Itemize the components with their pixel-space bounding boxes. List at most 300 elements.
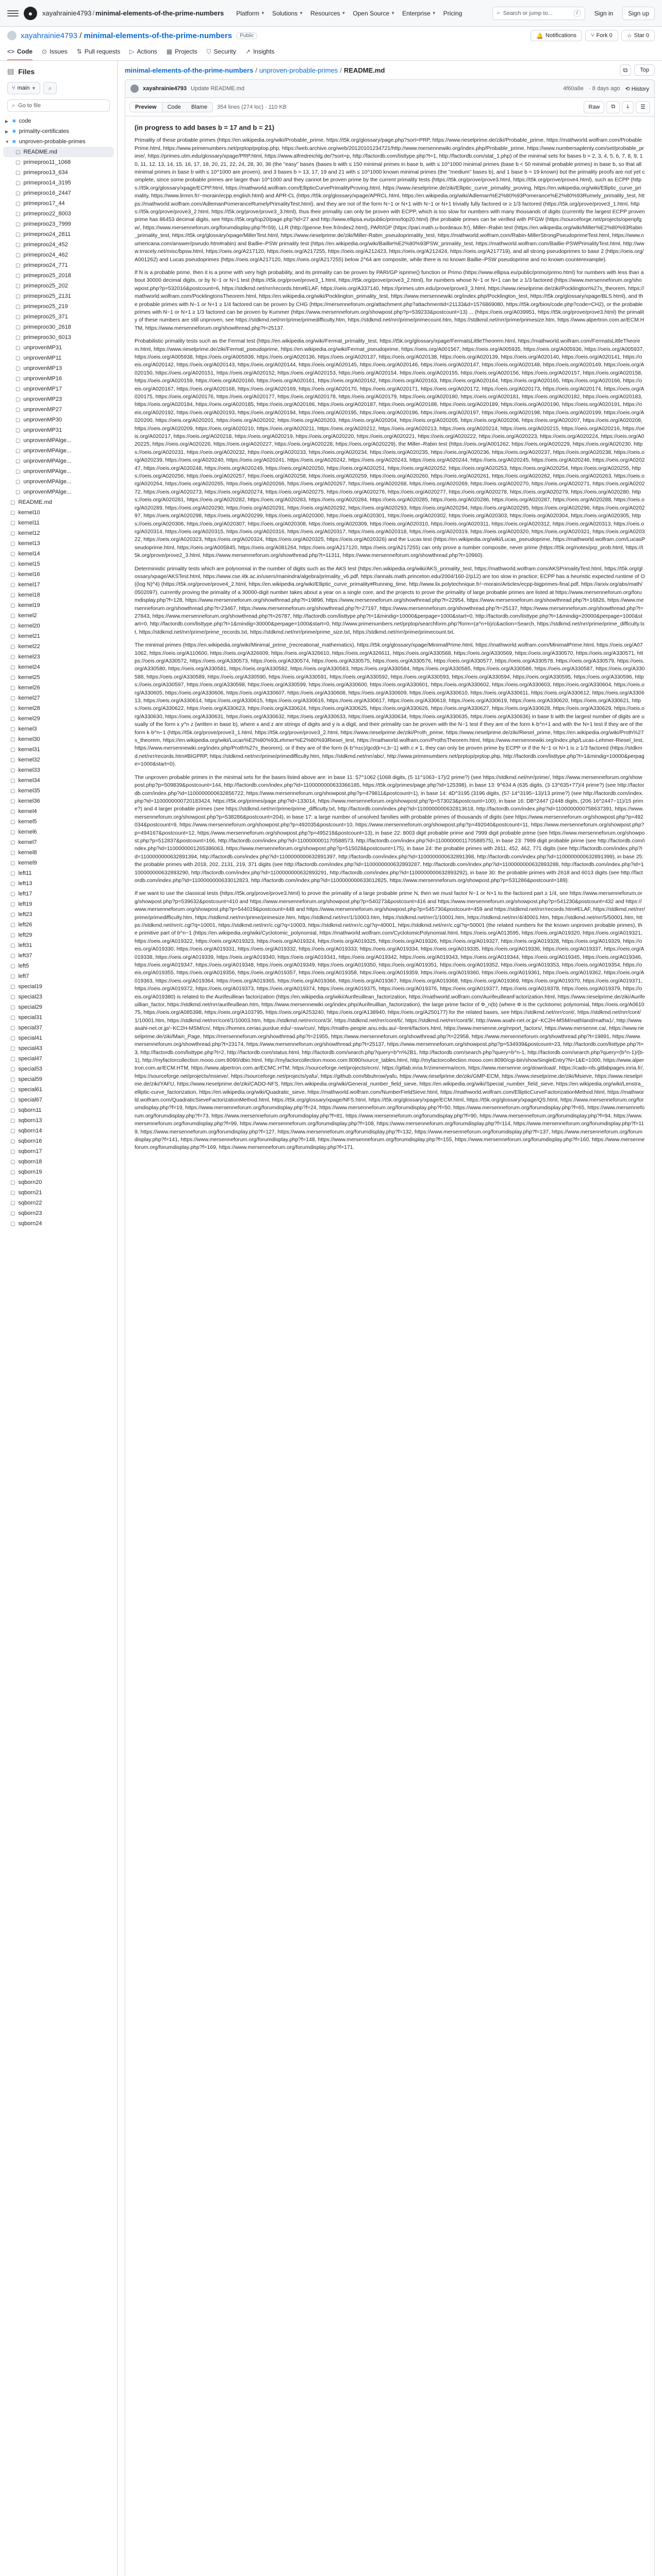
tree-file[interactable] [0, 549, 117, 559]
tree-file[interactable] [0, 775, 117, 786]
tree-file[interactable] [0, 435, 117, 446]
tree-item-label: README.md [23, 149, 57, 155]
tab-issues[interactable]: ⊙ Issues [42, 48, 68, 55]
tree-item-label: kernel32 [18, 757, 40, 763]
tree-file[interactable] [0, 940, 117, 951]
tree-item-label: kernel26 [18, 685, 40, 691]
tree-item-label: kernel8 [18, 850, 37, 856]
nav-pricing[interactable]: Pricing [443, 9, 462, 17]
tree-item-label: kernel36 [18, 798, 40, 804]
fork-button[interactable]: ⑂ Fork 0 [585, 30, 618, 41]
file-icon: ▢ [10, 1107, 15, 1113]
tree-file[interactable] [0, 1177, 117, 1188]
tree-item-label: kernel11 [18, 520, 40, 526]
tree-item-label: kernel4 [18, 808, 37, 815]
file-icon: ▢ [10, 942, 15, 948]
file-icon: ▢ [10, 633, 15, 639]
tree-item-label: primeproo16_2447 [23, 190, 71, 196]
issue-icon: ⊙ [42, 48, 47, 55]
file-icon: ▢ [10, 716, 15, 722]
file-icon: ▢ [10, 726, 15, 732]
fork-icon: ⑂ [590, 32, 594, 39]
tree-file[interactable] [0, 1012, 117, 1023]
tree-item-label: kernel9 [18, 860, 37, 866]
tree-file[interactable] [0, 1198, 117, 1208]
file-icon: ▢ [10, 705, 15, 711]
tree-file[interactable] [0, 528, 117, 538]
chevron-down-icon: ▼ [341, 11, 346, 15]
chevron-down-icon: ▼ [299, 11, 304, 15]
file-icon: ▢ [10, 1014, 15, 1021]
chevron-down-icon: ▼ [5, 139, 9, 144]
global-header [0, 0, 662, 27]
tree-item-label: sqborn14 [18, 1128, 42, 1134]
tree-file[interactable] [0, 703, 117, 714]
tree-file[interactable] [0, 559, 117, 569]
file-icon: ▢ [10, 973, 15, 979]
latest-commit-bar [125, 79, 655, 98]
tree-file[interactable] [0, 343, 117, 353]
star-button[interactable]: ☆ Star 0 [621, 30, 655, 41]
tree-file[interactable] [0, 806, 117, 817]
tree-item-label: unprovenMP30 [23, 417, 62, 423]
owner-avatar[interactable] [7, 31, 16, 40]
branch-selector[interactable]: ⑂ main ▼ [7, 82, 40, 94]
tree-item-label: kernel25 [18, 674, 40, 681]
tree-item-label: sqborn24 [18, 1221, 42, 1227]
tree-file[interactable] [0, 456, 117, 466]
tree-file[interactable] [0, 1023, 117, 1033]
tree-item-label: kernel17 [18, 582, 40, 588]
tree-item-label: left37 [18, 953, 32, 959]
nav-open-source[interactable]: Open Source ▼ [353, 9, 395, 17]
sidebar-collapse-icon[interactable]: ▤ [7, 67, 14, 75]
tree-file[interactable] [0, 930, 117, 940]
tree-file[interactable] [0, 992, 117, 1002]
tree-file[interactable] [0, 590, 117, 600]
tree-file[interactable] [0, 744, 117, 755]
readme-paragraph: Deterministic primality tests which are polynomial in the number of digits such as the AKS test (https://en.wikipedia.org/wiki/AKS_primality_test, https://mathworld.wolfram.com/AKSPrimalityTest.html, https://t5k.org/glossary/xpage/AKSTest.html, https://www.cse.iitk.ac.in/users/manindra/algebra/primality_v6.pdf, https://annals.math.princeton.edu/2004/160-2/p12) are too slow in practice; ECPP has a heuristic expected runtime of O((log N)^4) (https://t5k.org/prove/prove4_2.html, https://en.wikipedia.org/wiki/Elliptic_curve_primality#Running_time, http://www.lix.polytechnique.fr/~morain/Articles/ecpp-bigprimes-final.pdf, https://arxiv.org/abs/math/0502097), currently proving the primality of a 30000-digit number takes about a year on a single core, and the projects to prove the primality of large probable primes are listed at https://www.mersenneforum.org/forumdisplay.php?f=128, https://www.mersenneforum.org/showthread.php?t=19896, https://www.mersenneforum.org/showthread.php?t=22954, https://www.mersenneforum.org/showthread.php?t=16826, https://www.mersenneforum.org/showthread.php?t=23467, https://www.mersenneforum.org/showthread.php?t=27197, https://www.mersenneforum.org/showthread.php?t=25137, https://www.mersenneforum.org/showthread.php?t=27843, https://www.mersenneforum.org/showthread.php?t=26787, http://factordb.com/listtype.php?t=1&mindig=10000&perpage=1000&start=0, http://factordb.com/listtype.php?t=1&mindig=20000&perpage=1000&start=0, http://factordb.com/listtype.php?t=1&mindig=30000&perpage=1000&start=0, http://www.primenumbers.net/prptop/searchform.php?form=(a^n+b)/c&action=Search, https://stdkmd.net/nrr/prime/prime_difficulty.txt, https://stdkmd.net/nrr/prime/prime_records.txt, https://stdkmd.net/nrr/prime/prime_size.txt, https://stdkmd.net/nrr/prime/primecount.txt. [135, 566, 645, 635]
tree-file[interactable] [0, 631, 117, 641]
download-button[interactable] [622, 101, 634, 113]
tree-file[interactable] [0, 837, 117, 848]
file-icon: ▢ [10, 860, 15, 866]
file-icon: ▢ [10, 623, 15, 629]
tree-file[interactable] [0, 332, 117, 343]
tree-file[interactable] [0, 611, 117, 621]
header-owner-link[interactable]: xayahrainie4793 [42, 9, 92, 17]
tree-file[interactable] [0, 961, 117, 971]
tree-item-label: sqborn21 [18, 1190, 42, 1196]
tree-item-label: kernel7 [18, 839, 37, 845]
search-shortcut-key: / [574, 10, 581, 16]
tree-item-label: kernel3 [18, 726, 37, 732]
breadcrumb-folder[interactable]: unproven-probable-primes [259, 66, 338, 74]
tree-file[interactable] [0, 662, 117, 672]
tree-item-label: kernel6 [18, 829, 37, 835]
tree-item-label: special47 [18, 1056, 42, 1062]
readme-content [125, 116, 654, 2576]
tab-code[interactable]: <> Code [7, 44, 32, 60]
file-icon: ▢ [10, 1159, 15, 1165]
commit-hash[interactable]: 4f60a8e [563, 85, 584, 92]
search-files-button[interactable] [43, 82, 57, 94]
tree-file[interactable] [0, 714, 117, 724]
tree-file[interactable] [0, 652, 117, 662]
tree-file[interactable] [0, 971, 117, 981]
tree-folder[interactable] [0, 137, 117, 147]
file-icon: ▢ [10, 984, 15, 990]
tree-folder[interactable] [0, 116, 117, 126]
file-icon: ▢ [15, 221, 21, 227]
file-icon: ▢ [15, 200, 21, 207]
tree-file[interactable] [0, 353, 117, 363]
file-icon: ▢ [10, 1128, 15, 1134]
tree-file[interactable] [0, 312, 117, 322]
tree-item-label: sqborn19 [18, 1169, 42, 1175]
file-icon: ▢ [10, 819, 15, 825]
tree-item-label: unprovenMP16 [23, 376, 62, 382]
file-icon: ▢ [15, 262, 21, 268]
file-icon: ▢ [10, 654, 15, 660]
tree-file[interactable] [0, 755, 117, 765]
tree-file[interactable] [0, 951, 117, 961]
tab-security[interactable]: ⛉ Security [206, 47, 236, 55]
file-tree-sidebar [0, 61, 118, 2576]
tree-item-label: special41 [18, 1035, 42, 1041]
copy-path-button[interactable] [620, 64, 632, 76]
tree-item-label: sqborn22 [18, 1200, 42, 1206]
file-icon: ▢ [15, 479, 21, 485]
tree-file[interactable] [0, 260, 117, 270]
tree-file[interactable] [0, 724, 117, 734]
bell-icon: 🔔 [536, 32, 544, 39]
file-meta: 354 lines (274 loc) · 110 KB [217, 104, 287, 110]
header-repo-link[interactable]: minimal-elements-of-the-prime-numbers [95, 9, 224, 17]
tree-file[interactable] [0, 848, 117, 858]
file-icon: ▢ [10, 808, 15, 815]
tab-insights[interactable]: ↗ Insights [245, 48, 275, 55]
tree-file[interactable] [0, 291, 117, 301]
tree-file[interactable] [0, 734, 117, 744]
tree-item-label: primeproo24_771 [23, 262, 68, 268]
tree-file[interactable] [0, 270, 117, 281]
tree-file[interactable] [0, 425, 117, 435]
tree-item-label: kernel35 [18, 788, 40, 794]
shield-icon: ⛉ [206, 47, 211, 55]
file-icon: ▢ [10, 582, 15, 588]
view-mode-toggle [129, 102, 213, 112]
blame-tab[interactable]: Blame [191, 104, 208, 110]
tree-file[interactable] [0, 641, 117, 652]
tree-item-label: primeproo24_452 [23, 242, 68, 248]
file-icon: ▢ [15, 293, 21, 299]
tree-file[interactable] [0, 683, 117, 693]
tree-file[interactable] [0, 920, 117, 930]
tree-item-label: kernel19 [18, 602, 40, 608]
tree-item-label: left7 [18, 973, 29, 979]
tree-file[interactable] [0, 415, 117, 425]
tree-item-label: sqborn11 [18, 1107, 42, 1113]
chevron-right-icon: ▶ [5, 118, 9, 124]
tree-file[interactable] [0, 538, 117, 549]
tree-file[interactable] [0, 1105, 117, 1115]
sign-up-button[interactable]: Sign up [622, 7, 655, 20]
copy-icon: ⧉ [611, 104, 616, 110]
tree-file[interactable] [0, 1054, 117, 1064]
repo-owner-link[interactable]: xayahrainie4793 [21, 31, 78, 40]
file-icon: ▢ [10, 963, 15, 969]
folder-icon: ■ [12, 128, 16, 134]
file-icon: ▢ [10, 1076, 15, 1082]
header-repo-path: xayahrainie4793 / minimal-elements-of-the-prime-numbers [42, 9, 224, 17]
tree-file[interactable] [0, 404, 117, 415]
global-search-input[interactable]: ⌕ Search or jump to... / [492, 7, 585, 20]
global-nav [236, 10, 462, 17]
tree-file[interactable] [0, 1126, 117, 1136]
tree-file[interactable] [0, 796, 117, 806]
tree-file[interactable] [0, 446, 117, 456]
file-icon: ▢ [15, 396, 21, 402]
file-icon: ▢ [10, 1200, 15, 1206]
tree-file[interactable] [0, 621, 117, 631]
sign-in-link[interactable]: Sign in [594, 9, 614, 17]
tree-item-label: kernel13 [18, 540, 40, 547]
readme-paragraph: The unproven probable primes in the minimal sets for the bases listed above are: in base 11: 57^1062 (1068 digits, (5·11^1063−17)/2 prime?) (see https://stdkmd.net/nrr/prime/, https://www.mersenneforum.org/showpost.php?p=509839&postcount=144, http://factordb.com/index.php?id=1100000000633366185, https://t5k.org/primes/page.php?id=125398), in base 13: 9^634 A (635 digits, (3·13^635+77)/4 prime?) (see http://factordb.com/index.php?id=1100000000632856722, https://www.mersenneforum.org/showpost.php?p=479811&postcount=1), in base 14: 4D^3195 (3196 digits, (57·14^3195−13)/13 prime?) (see http://factordb.com/index.php?id=1100000000720183424, https://t5k.org/primes/page.php?id=133014, https://www.mersenneforum.org/showpost.php?p=573023&postcount=100), in base 16: DB^2447 (2448 digits, (206·16^2447−11)/15 prime?) and 4 larger probable primes (see https://stdkmd.net/nrr/prime/prime_difficulty.txt, http://factordb.com/index.php?id=1100000000632813618, http://factordb.com/index.php?id=1100000000758637391, https://www.mersenneforum.org/showpost.php?p=538286&postcount=204), in base 17: a large number of unsolved families with probable primes of thousands of digits (see https://www.mersenneforum.org/showpost.php?p=492034&postcount=9, https://www.mersenneforum.org/showpost.php?p=492035&postcount=10, https://www.mersenneforum.org/showpost.php?p=492040&postcount=11, https://www.mersenneforum.org/showpost.php?p=494167&postcount=12, https://www.mersenneforum.org/showpost.php?p=495218&postcount=13), in base 22: 8003 digit probable prime and 7999 digit probable prime (see https://www.mersenneforum.org/showpost.php?p=512837&postcount=166, http://factordb.com/index.php?id=1100000001170588573, http://factordb.com/index.php?id=1100000001170588575), in base 23: 7999 digit probable prime (see http://factordb.com/index.php?id=1100000001265386063, https://www.mersenneforum.org/showpost.php?p=515028&postcount=175), in base 24: the probable primes with 2811, 452, 462, 771 digits (see http://factordb.com/index.php?id=1100000000632891394, http://factordb.com/index.php?id=1100000000632891397, http://factordb.com/index.php?id=1100000000632891398, http://factordb.com/index.php?id=1100000000632891399), in base 25: the probable primes with 2018, 202, 2131, 219, 371 digits (see http://factordb.com/index.php?id=1100000000632893287, http://factordb.com/index.php?id=1100000000632893288, http://factordb.com/index.php?id=1100000000632893290, http://factordb.com/index.php?id=1100000000632893291, http://factordb.com/index.php?id=1100000000632893292), in base 30: the probable primes with 2618 and 6013 digits (see http://factordb.com/index.php?id=1100000000633012823, http://factordb.com/index.php?id=1100000000633012825, https://www.mersenneforum.org/showpost.php?p=531286&postcount=189). [135, 774, 645, 884]
tree-item-label: code [19, 118, 31, 124]
tree-file[interactable] [0, 1188, 117, 1198]
tab-projects[interactable]: ▦ Projects [166, 48, 197, 55]
tree-file[interactable] [0, 1167, 117, 1177]
commit-message[interactable]: Update README.md [191, 86, 244, 92]
file-icon: ▢ [10, 880, 15, 887]
tree-file[interactable] [0, 817, 117, 827]
preview-tab[interactable]: Preview [130, 103, 162, 112]
tree-file[interactable] [0, 1115, 117, 1126]
star-icon: ☆ [626, 32, 632, 39]
file-icon: ▢ [15, 314, 21, 320]
tree-file[interactable] [0, 765, 117, 775]
tree-file[interactable] [0, 250, 117, 260]
tree-file[interactable] [0, 384, 117, 394]
tree-file[interactable] [0, 518, 117, 528]
file-icon: ▢ [10, 1210, 15, 1216]
tree-item-label: unprovenMP23 [23, 396, 62, 402]
tree-file[interactable] [0, 1136, 117, 1146]
tree-item-label: unprovenMPAlge... [23, 458, 72, 464]
file-icon: ▢ [15, 273, 21, 279]
tree-item-label: kernel16 [18, 571, 40, 578]
notifications-button[interactable]: 🔔 Notifications [531, 30, 582, 41]
file-icon: ▢ [15, 448, 21, 454]
readme-paragraph: If we want to use the classical tests (https://t5k.org/prove/prove3.html) to prove the primality of a large probable prime N, then we must factor N−1 or N+1 to the factored part ≥ 1/4, see https://www.mersenneforum.org/showpost.php?p=539632&postcount=410 and https://www.mersenneforum.org/showpost.php?p=540273&postcount=416 and https://www.mersenneforum.org/showpost.php?p=541230&postcount=432 and https://www.mersenneforum.org/showpost.php?p=544019&postcount=448 and https://www.mersenneforum.org/showpost.php?p=545730&postcount=459 and https://stdkmd.net/nrr/records.htm#ELAF, https://stdkmd.net/nrr/prime/primedifficulty.htm, https://stdkmd.net/nrr/prime/primesize.htm, https://stdkmd.net/nrr/1/10003.htm, https://stdkmd.net/nrr/1/10001.htm, https://stdkmd.net/nrr/4/40001.htm, https://stdkmd.net/nrr/5/50001.htm, https://stdkmd.net/nrr/c.cgi?q=10001, https://stdkmd.net/nrr/c.cgi?q=10003, https://stdkmd.net/nrr/c.cgi?q=40001, https://stdkmd.net/nrr/c.cgi?q=50001 (the related numbers for the known unproven probable primes), the primitive part of b^n−1 (https://en.wikipedia.org/wiki/Cyclotomic_polynomial, https://mathworld.wolfram.com/CyclotomicPolynomial.html, https://oeis.org/A013595, https://oeis.org/A019320, https://oeis.org/A019321, https://oeis.org/A019322, https://oeis.org/A019323, https://oeis.org/A019324, https://oeis.org/A019325, https://oeis.org/A019326, https://oeis.org/A019327, https://oeis.org/A019328, https://oeis.org/A019329, https://oeis.org/A019330, https://oeis.org/A019331, https://oeis.org/A019332, https://oeis.org/A019333, https://oeis.org/A019334, https://oeis.org/A019335, https://oeis.org/A019336, https://oeis.org/A019337, https://oeis.org/A019338, https://oeis.org/A019339, https://oeis.org/A019340, https://oeis.org/A019341, https://oeis.org/A019342, https://oeis.org/A019343, https://oeis.org/A019344, https://oeis.org/A019345, https://oeis.org/A019346, https://oeis.org/A019347, https://oeis.org/A019348, https://oeis.org/A019349, https://oeis.org/A019350, https://oeis.org/A019351, https://oeis.org/A019352, https://oeis.org/A019353, https://oeis.org/A019354, https://oeis.org/A019355, https://oeis.org/A019356, https://oeis.org/A019357, https://oeis.org/A019358, https://oeis.org/A019359, https://oeis.org/A019360, https://oeis.org/A019361, https://oeis.org/A019362, https://oeis.org/A019363, https://oeis.org/A019364, https://oeis.org/A019365, https://oeis.org/A019366, https://oeis.org/A019367, https://oeis.org/A019368, https://oeis.org/A019369, https://oeis.org/A019370, https://oeis.org/A019371, https://oeis.org/A019372, https://oeis.org/A019373, https://oeis.org/A019374, https://oeis.org/A019375, https://oeis.org/A019376, https://oeis.org/A019377, https://oeis.org/A019378, https://oeis.org/A019379, https://oeis.org/A019380) is related to the Aurifeuillean factorization (https://en.wikipedia.org/wiki/Aurifeuillean_factorization, https://mathworld.wolfram.com/AurifeuilleanFactorization.html, https://www.rieselprime.de/ziki/Aurifeuillian_factor, https://stdkmd.net/nrr/aurifeuillean.htm, https://www.mersennewiki.org/index.php/Aurifeuillian_factorization), the large prime factor of Φ_n(b) (where Φ is the cyclotomic polynomial, https://oeis.org/A061075, https://oeis.org/A085398, https://oeis.org/A103795, https://oeis.org/A253240, https://oeis.org/A138940, https://oeis.org/A250177) for the related bases, see https://stdkmd.net/nrr/cont/, https://stdkmd.net/nrr/cont/1/10001.htm, https://stdkmd.net/nrr/cont/1/10003.htm, https://stdkmd.net/nrr/cont/3/, https://stdkmd.net/nrr/cont/6/, https://stdkmd.net/nrr/cont/9/, http://www.asahi-net.or.jp/~KC2H-MSM/mathland/matha1/, http://www.asahi-net.or.jp/~KC2H-MSM/cn/, https://homes.cerias.purdue.edu/~ssw/cun/, https://maths-people.anu.edu.au/~brent/factors.html, https://www.mersenne.org/report_factors/, https://www.mersenne.ca/, https://www.rieselprime.de/ziki/Main_Page, https://mersenneforum.org/showthread.php?t=21955, https://www.mersenneforum.org/showthread.php?t=22958, https://www.mersenneforum.org/showthread.php?t=19891, https://www.mersenneforum.org/showthread.php?t=23174, https://www.mersenneforum.org/showthread.php?t=25137, https://www.mersenneforum.org/showpost.php?p=534939&postcount=23, http://factordb.com/listtype.php?t=3, http://factordb.com/listtype.php?t=2, http://factordb.com/status.html, http://factordb.com/search.php?query=b^n%2B1, http://factordb.com/search.php?query=b^n-1, http://factordb.com/search.php?query=(b^n-1)/(b-1), http://myfactorcollection.mooo.com:8090/dbio.html, http://myfactorcollection.mooo.com:8090/source_tables.html, http://myfactorcollection.mooo.com:8090/cgi-bin/showSingleEntry?N=1&E=1000, https://www.alpertron.com.ar/ECM.HTM, https://www.alpertron.com.ar/ECMC.HTM, https://sourceforge.net/projects/ecm/, https://gitlab.inria.fr/zimmerma/ecm, https://www.mersenne.org/download/, https://cado-nfs.gitlabpages.inria.fr/, https://sourceforge.net/projects/msieve/, https://sourceforge.net/projects/yafu/, https://github.com/bbuhrow/yafu, https://www.rieselprime.de/ziki/GMP-ECM, https://www.rieselprime.de/ziki/Msieve, https://www.rieselprime.de/ziki/YAFU, https://www.rieselprime.de/ziki/CADO-NFS, https://en.wikipedia.org/wiki/General_number_field_sieve, https://en.wikipedia.org/wiki/Special_number_field_sieve, https://en.wikipedia.org/wiki/Lenstra_elliptic-curve_factorization, https://en.wikipedia.org/wiki/Quadratic_sieve, https://mathworld.wolfram.com/NumberFieldSieve.html, https://mathworld.wolfram.com/EllipticCurveFactorizationMethod.html, https://mathworld.wolfram.com/QuadraticSieveFactorizationMethod.html, https://t5k.org/glossary/xpage/NFS.html, https://t5k.org/glossary/xpage/ECM.html, https://t5k.org/glossary/xpage/QS.html, https://www.mersenneforum.org/forumdisplay.php?f=19, https://www.mersenneforum.org/forumdisplay.php?f=24, https://www.mersenneforum.org/forumdisplay.php?f=50, https://www.mersenneforum.org/forumdisplay.php?f=65, https://www.mersenneforum.org/forumdisplay.php?f=73, https://www.mersenneforum.org/forumdisplay.php?f=81, https://www.mersenneforum.org/forumdisplay.php?f=90, https://www.mersenneforum.org/forumdisplay.php?f=94, https://www.mersenneforum.org/forumdisplay.php?f=99, https://www.mersenneforum.org/forumdisplay.php?f=108, https://www.mersenneforum.org/forumdisplay.php?f=114, https://www.mersenneforum.org/forumdisplay.php?f=119, https://www.mersenneforum.org/forumdisplay.php?f=127, https://www.mersenneforum.org/forumdisplay.php?f=132, https://www.mersenneforum.org/forumdisplay.php?f=137, https://www.mersenneforum.org/forumdisplay.php?f=141, https://www.mersenneforum.org/forumdisplay.php?f=148, https://www.mersenneforum.org/forumdisplay.php?f=155, https://www.mersenneforum.org/forumdisplay.php?f=160, https://www.mersenneforum.org/forumdisplay.php?f=169, https://www.mersenneforum.org/forumdisplay.php?f=171. [135, 891, 645, 1151]
tree-item-label: unprovenMPAlge... [23, 437, 72, 444]
file-icon: ▢ [15, 242, 21, 248]
repo-name-link[interactable]: minimal-elements-of-the-prime-numbers [84, 31, 233, 40]
tree-file[interactable] [0, 1074, 117, 1084]
tree-file[interactable] [0, 497, 117, 507]
file-icon: ▢ [10, 1045, 15, 1052]
file-icon: ▢ [15, 334, 21, 341]
tree-item-label: sqborn23 [18, 1210, 42, 1216]
clock-icon: ⟲ [625, 86, 630, 92]
tree-file[interactable] [0, 466, 117, 477]
nav-solutions[interactable]: Solutions ▼ [272, 9, 304, 17]
chevron-down-icon: ▼ [31, 86, 36, 91]
file-icon: ▢ [10, 551, 15, 557]
file-icon: ▢ [10, 1035, 15, 1041]
tree-item-label: unprovenMPAlge... [23, 448, 72, 454]
tree-item-label: unprovenMPAlge... [23, 489, 72, 495]
tree-file[interactable] [0, 1064, 117, 1074]
tree-file[interactable] [0, 487, 117, 497]
tree-file[interactable] [0, 1208, 117, 1218]
raw-button[interactable]: Raw [584, 101, 604, 113]
tree-file[interactable] [0, 600, 117, 611]
tree-file[interactable] [0, 827, 117, 837]
tree-file[interactable] [0, 281, 117, 291]
tree-file[interactable] [0, 477, 117, 487]
tree-file[interactable] [0, 981, 117, 992]
file-icon: ▢ [15, 324, 21, 330]
file-icon: ▢ [10, 747, 15, 753]
file-view [118, 61, 662, 2576]
tree-item-label: kernel27 [18, 695, 40, 701]
nav-resources[interactable]: Resources ▼ [310, 9, 346, 17]
menu-icon[interactable] [7, 8, 19, 19]
tree-file[interactable] [0, 157, 117, 167]
breadcrumb-file: README.md [343, 66, 385, 74]
tree-file[interactable] [0, 858, 117, 868]
tree-file[interactable] [0, 209, 117, 219]
tree-file[interactable] [0, 1146, 117, 1157]
file-icon: ▢ [15, 345, 21, 351]
tree-file[interactable] [0, 693, 117, 703]
tab-actions[interactable]: ▷ Actions [129, 48, 157, 55]
tree-file[interactable] [0, 301, 117, 312]
tree-file[interactable] [0, 219, 117, 229]
tree-item-label: primeproo30_6013 [23, 334, 71, 341]
tree-item-label: primeproo25_202 [23, 283, 68, 289]
tree-item-label: unprovenMP31 [23, 427, 62, 433]
file-icon: ▢ [10, 1056, 15, 1062]
file-icon: ▢ [15, 376, 21, 382]
file-icon: ▢ [10, 540, 15, 547]
tree-file[interactable] [0, 1157, 117, 1167]
nav-enterprise[interactable]: Enterprise ▼ [402, 9, 436, 17]
file-icon: ▢ [10, 510, 15, 516]
tree-item-label: special61 [18, 1087, 42, 1093]
tree-file[interactable] [0, 1218, 117, 1229]
tree-item-label: kernel5 [18, 819, 37, 825]
tree-file[interactable] [0, 889, 117, 899]
file-icon: ▢ [10, 1138, 15, 1144]
nav-platform[interactable]: Platform ▼ [236, 9, 265, 17]
tree-item-label: kernel21 [18, 633, 40, 639]
tree-item-label: kernel33 [18, 767, 40, 773]
tree-item-label: kernel10 [18, 510, 40, 516]
tree-file[interactable] [0, 672, 117, 683]
tree-file[interactable] [0, 229, 117, 240]
tab-pull-requests[interactable]: ⇅ Pull requests [76, 48, 121, 55]
history-button[interactable]: ⟲ History [625, 86, 649, 92]
file-icon: ▢ [15, 386, 21, 392]
tree-file[interactable] [0, 374, 117, 384]
tree-file[interactable] [0, 178, 117, 188]
tree-item-label: special23 [18, 994, 42, 1000]
tree-item-label: sqborn17 [18, 1148, 42, 1155]
table-icon: ▦ [166, 48, 173, 55]
visibility-badge: Public [236, 32, 257, 39]
code-tab[interactable]: Code [167, 104, 181, 110]
tree-file[interactable] [0, 868, 117, 878]
tree-file[interactable] [0, 188, 117, 198]
tree-file[interactable] [0, 363, 117, 374]
tree-file[interactable] [0, 878, 117, 889]
go-to-file-input[interactable]: ⌕ Go to file [7, 99, 110, 112]
tree-file[interactable] [0, 1084, 117, 1095]
tree-folder[interactable] [0, 126, 117, 137]
avatar[interactable] [130, 84, 139, 93]
file-icon: ▢ [10, 1117, 15, 1124]
commit-author[interactable]: xayahrainie4793 [143, 86, 187, 92]
tree-file[interactable] [0, 507, 117, 518]
folder-icon: ■ [12, 139, 16, 145]
tree-file[interactable] [0, 1033, 117, 1043]
tree-file[interactable] [0, 580, 117, 590]
copy-icon: ⧉ [623, 66, 628, 74]
file-icon: ▢ [15, 231, 21, 238]
file-icon: ▢ [10, 767, 15, 773]
tree-file[interactable] [3, 147, 114, 157]
tree-file[interactable] [0, 394, 117, 404]
breadcrumb: minimal-elements-of-the-prime-numbers / unproven-probable-primes / README.md ⧉ Top [125, 61, 655, 79]
chevron-down-icon: ▼ [391, 11, 395, 15]
tree-file[interactable] [0, 198, 117, 209]
search-icon: ⌕ [496, 10, 500, 16]
breadcrumb-repo[interactable]: minimal-elements-of-the-prime-numbers [125, 66, 254, 74]
top-button[interactable]: Top [634, 64, 655, 76]
tree-file[interactable] [0, 1002, 117, 1012]
github-logo-icon[interactable]: ● [24, 7, 37, 20]
tree-file[interactable] [0, 899, 117, 909]
tree-item-label: kernel14 [18, 551, 40, 557]
tree-item-label: primeproo23_7999 [23, 221, 71, 227]
file-icon: ▢ [15, 365, 21, 371]
file-icon: ▢ [15, 489, 21, 495]
tree-file[interactable] [0, 786, 117, 796]
tree-file[interactable] [0, 1043, 117, 1054]
file-icon: ▢ [15, 427, 21, 433]
tree-file[interactable] [0, 167, 117, 178]
tree-item-label: primeproo25_2131 [23, 293, 71, 299]
tree-file[interactable] [0, 1095, 117, 1105]
tree-file[interactable] [0, 909, 117, 920]
file-icon: ▢ [10, 850, 15, 856]
copy-raw-button[interactable] [606, 101, 620, 113]
tree-item-label: primeproo24_462 [23, 252, 68, 258]
tree-file[interactable] [0, 240, 117, 250]
file-icon: ▢ [10, 1087, 15, 1093]
file-icon: ▢ [15, 437, 21, 444]
outline-button[interactable] [636, 101, 650, 113]
tree-file[interactable] [0, 569, 117, 580]
tree-item-label: left26 [18, 922, 32, 928]
readme-paragraph: If N is a probable prime, then it is a prime with very high probability, and its primality can be proven by PARI/GP isprime() function or Primo (https://www.ellipsa.eu/public/primo/primo.html) for numbers with less than about 30000 decimal digits, or by N−1 or N+1 test (https://t5k.org/prove/prove3_1.html, https://t5k.org/prove/prove3_2.html), for numbers whose N−1 or N+1 can be ≥ 1/3 factored (https://www.mersenneforum.org/showpost.php?p=532016&postcount=6, https://stdkmd.net/nrr/records.htm#ELAF, https://oeis.org/A337140, https://primes.utm.edu/prove/prove3_3.html, https://www.rieselprime.de/ziki/Pocklington%27s_theorem, https://mathworld.wolfram.com/PocklingtonsTheorem.html, https://en.wikipedia.org/wiki/Pocklington_primality_test, https://www.mersennewiki.org/index.php/Pocklington_test, https://t5k.org/glossary/xpage/BLS.html), and the probable primes with N−1 or N+1 ≥ 1/4 factored can be proven by CHG (https://mersenneforum.org/attachment.php?attachmentid=21133&d=1576869080, https://t5k.org/bios/code.php?code=CH2), or the probable primes with N−1 or N+1 ≥ 1/3 factored can be proven by Kummer (https://www.mersenneforum.org/showpost.php?p=539233&postcount=13) ... (https://oeis.org/A039951, https://t5k.org/prove/prove3.html) the primality of these numbers are still unproven, see https://stdkmd.net/nrr/prime/primedifficulty.htm, https://stdkmd.net/nrr/prime/primecount.htm, https://stdkmd.net/nrr/prime/primesize.htm, https://www.alpertron.com.ar/ECM.HTM, https://www.mersenneforum.org/showthread.php?t=25137. [135, 269, 644, 331]
commit-time: · 8 days ago [588, 85, 620, 92]
file-icon: ▢ [10, 870, 15, 876]
tree-file[interactable] [0, 322, 117, 332]
